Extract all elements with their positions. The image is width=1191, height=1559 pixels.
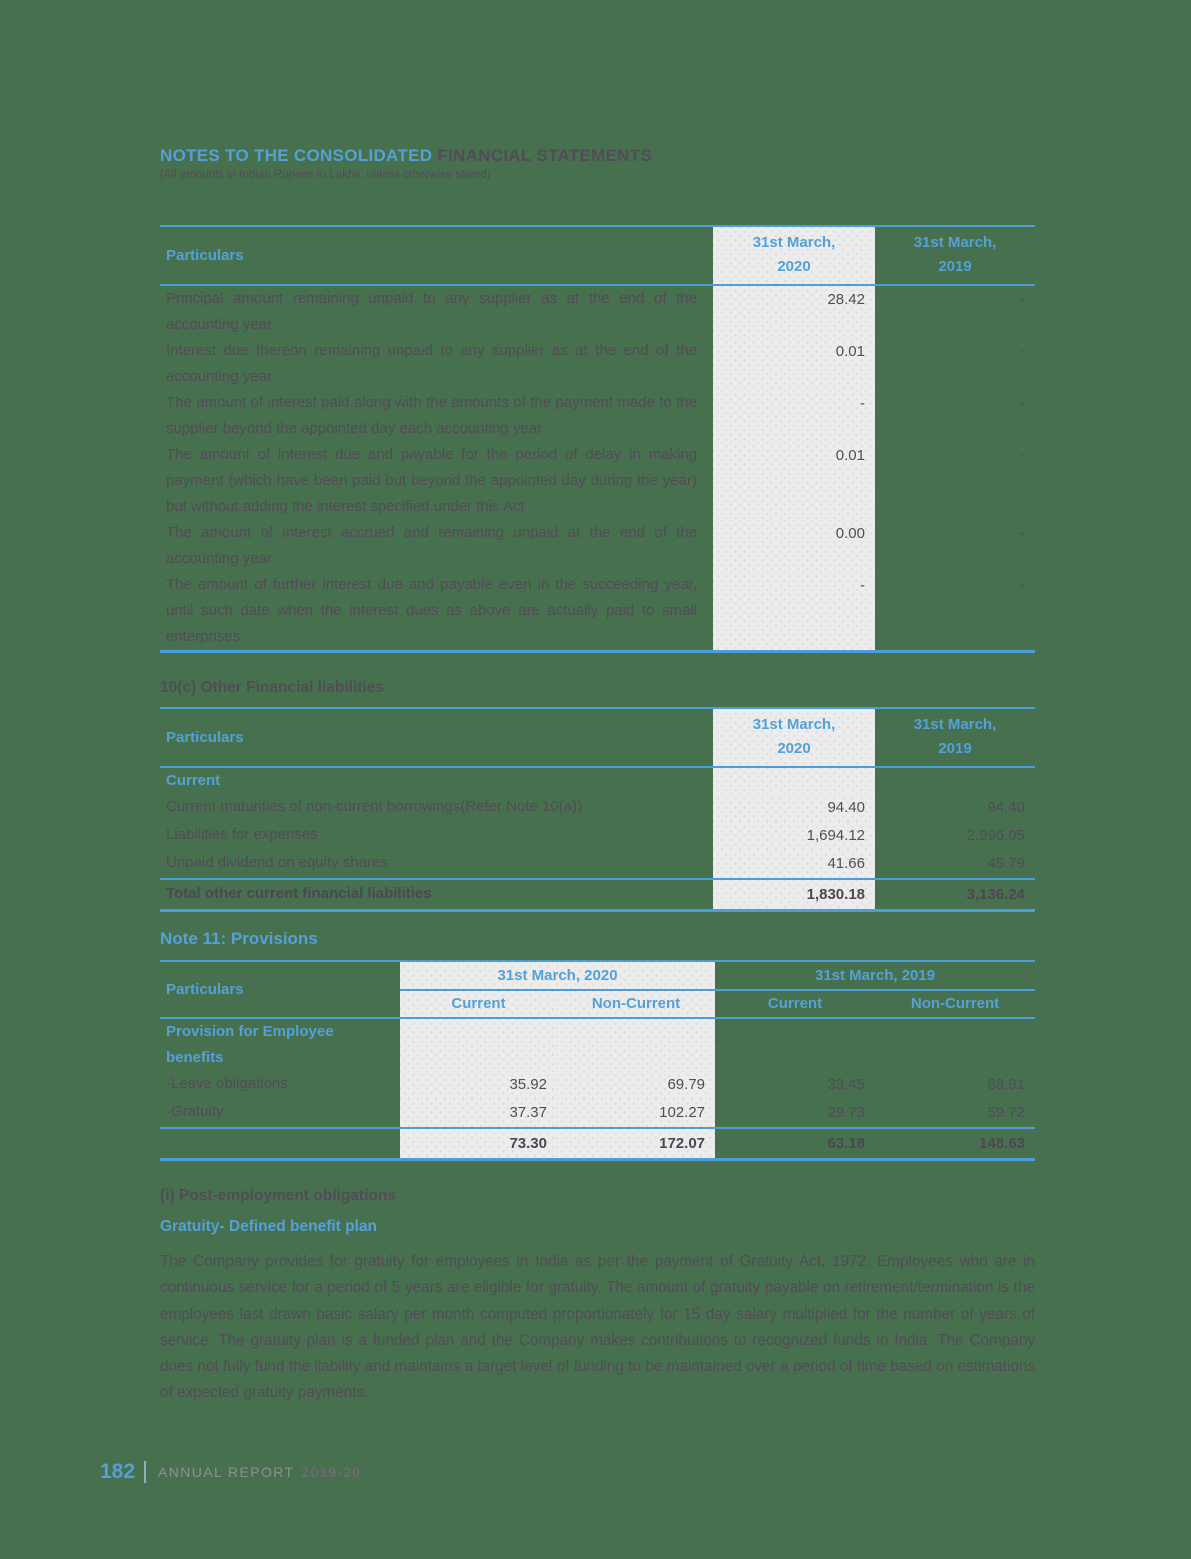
particulars-cell: Current maturities of non-current borrowings(Refer Note 10(a))	[166, 798, 582, 815]
particulars-cell: Current	[166, 772, 221, 789]
value-2019-cell: 2,996.05	[966, 827, 1025, 844]
year-line-1: 31st March,	[913, 716, 997, 733]
col-header-current-2019: Current	[715, 990, 875, 1018]
non-current-2020-cell: 69.79	[557, 1071, 715, 1099]
page-content	[160, 0, 1035, 1407]
page-title-blue-part: NOTES TO THE CONSOLIDATED	[160, 146, 433, 165]
particulars-cell: -Gratuity	[166, 1103, 224, 1120]
total-2020-cell: 1,830.18	[713, 879, 875, 911]
col-header-non-current-2019: Non-Current	[875, 990, 1035, 1018]
year-line-2: 2019	[938, 258, 972, 275]
value-2020-cell: 0.01	[713, 442, 875, 520]
msme-table-row	[160, 572, 1035, 652]
total-2019-cell: 3,136.24	[875, 879, 1035, 911]
page-subtitle: (All amounts in Indian Rupees In Lakhs, unless otherwise stated)	[160, 169, 491, 181]
particulars-cell: -Leave obligations	[166, 1075, 288, 1092]
particulars-cell: The amount of interest due and payable for the period of delay in making payment (which have been paid but beyond the appointed day during the year) but without adding the interest specified under this Act	[166, 446, 697, 515]
col-header-particulars: Particulars	[160, 961, 400, 1018]
year-line-1: 31st March,	[913, 234, 997, 251]
ofl-table-row	[160, 822, 1035, 850]
particulars-cell: The amount of further interest due and payable even in the succeeding year, until such date when the interest dues as above are actually paid to small enterprises	[166, 576, 697, 645]
value-2020-cell: 28.42	[713, 285, 875, 338]
col-header-particulars: Particulars	[160, 708, 713, 767]
value-2019-cell: -	[1020, 343, 1025, 360]
particulars-cell: Liabilities for expenses	[166, 826, 318, 843]
value-2020-cell: -	[713, 572, 875, 652]
current-2020-cell: 37.37	[400, 1099, 557, 1128]
section-10c-heading: 10(c) Other Financial liabilities	[160, 679, 384, 696]
non-current-2019-cell	[875, 1018, 1035, 1071]
ofl-table-row	[160, 767, 1035, 794]
report-label: ANNUAL REPORT	[158, 1464, 295, 1480]
particulars-cell: Provision for Employee benefits	[166, 1023, 334, 1066]
particulars-cell: Interest due thereon remaining unpaid to any supplier as at the end of the accounting year	[166, 342, 697, 385]
ofl-table-row	[160, 794, 1035, 822]
note-11-heading: Note 11: Provisions	[160, 929, 318, 948]
col-header-non-current-2020: Non-Current	[557, 990, 715, 1018]
ofl-table-row	[160, 850, 1035, 879]
page-title-dark-part: FINANCIAL STATEMENTS	[437, 146, 653, 165]
msme-table-row	[160, 338, 1035, 390]
msme-disclosure-table	[160, 225, 1035, 653]
value-2020-cell: 0.01	[713, 338, 875, 390]
year-line-1: 31st March,	[752, 716, 836, 733]
value-2019-cell: -	[1020, 291, 1025, 308]
report-period: 2019-20	[301, 1464, 362, 1480]
msme-table-row	[160, 285, 1035, 338]
year-line-2: 2019	[938, 740, 972, 757]
particulars-cell: Unpaid dividend on equity shares	[166, 854, 388, 871]
value-2019-cell: 45.79	[987, 855, 1025, 872]
particulars-cell: The amount of interest accrued and remaining unpaid at the end of the accounting year	[166, 524, 697, 567]
value-2019-cell: -	[1020, 395, 1025, 412]
table-header-row	[160, 226, 1035, 285]
col-header-particulars: Particulars	[160, 226, 713, 285]
provisions-table	[160, 960, 1035, 1161]
other-financial-liabilities-table	[160, 707, 1035, 912]
current-2020-cell	[400, 1018, 557, 1071]
total-row	[160, 879, 1035, 911]
table-header-group-row	[160, 961, 1035, 990]
footer-divider	[144, 1461, 146, 1483]
col-header-31st-march-2020	[713, 226, 875, 285]
col-header-31st-march-2019	[875, 708, 1035, 767]
total-non-current-2019-cell: 148.63	[875, 1128, 1035, 1160]
gratuity-paragraph: The Company provides for gratuity for employees in India as per the payment of Gratuity Act, 1972. Employees who are in continuous service for a period of 5 years are eligible for gratuity. The amount of gratuity payable on retirement/termination is the employees last drawn basic salary per month computed proportionately for 15 day salary multiplied for the number of years of service. The gratuity plan is a funded plan and the Company makes contributions to recognized funds in India. The Company does not fully fund the liability and maintains a target level of funding to be maintained over a period of time based on estimations of expected gratuity payments.	[160, 1253, 1035, 1402]
total-label-cell: Total other current financial liabilities	[160, 879, 713, 911]
total-row	[160, 1128, 1035, 1160]
non-current-2019-cell: 88.91	[987, 1076, 1026, 1093]
value-2020-cell: 1,694.12	[713, 822, 875, 850]
current-2019-cell: 29.73	[827, 1104, 866, 1121]
total-non-current-2020-cell: 172.07	[557, 1128, 715, 1160]
col-group-31st-march-2019: 31st March, 2019	[715, 961, 1035, 990]
msme-table-row	[160, 390, 1035, 442]
gratuity-heading: Gratuity- Defined benefit plan	[160, 1218, 378, 1235]
year-line-2: 2020	[777, 740, 811, 757]
value-2019-cell: -	[1020, 525, 1025, 542]
current-2019-cell	[715, 1018, 875, 1071]
page-title	[160, 146, 1035, 166]
provisions-table-row	[160, 1071, 1035, 1099]
value-2020-cell: 0.00	[713, 520, 875, 572]
table-header-row	[160, 708, 1035, 767]
total-current-2019-cell: 63.18	[715, 1128, 875, 1160]
current-2020-cell: 35.92	[400, 1071, 557, 1099]
value-2020-cell: 41.66	[713, 850, 875, 879]
page-number: 182	[100, 1460, 136, 1483]
year-line-1: 31st March,	[752, 234, 836, 251]
value-2019-cell	[875, 767, 1035, 794]
year-line-2: 2020	[777, 258, 811, 275]
page-footer	[100, 1460, 361, 1484]
value-2020-cell: 94.40	[713, 794, 875, 822]
col-group-31st-march-2020: 31st March, 2020	[400, 961, 715, 990]
value-2019-cell: 94.40	[987, 799, 1025, 816]
value-2020-cell	[713, 767, 875, 794]
particulars-cell: The amount of interest paid along with the amounts of the payment made to the supplier beyond the appointed day each accounting year	[166, 394, 697, 437]
value-2019-cell: -	[1020, 577, 1025, 594]
provisions-table-row	[160, 1099, 1035, 1128]
non-current-2020-cell: 102.27	[557, 1099, 715, 1128]
col-header-31st-march-2020	[713, 708, 875, 767]
total-label-cell	[160, 1128, 400, 1160]
col-header-current-2020: Current	[400, 990, 557, 1018]
particulars-cell: Principal amount remaining unpaid to any supplier as at the end of the accounting year	[166, 290, 697, 333]
msme-table-row	[160, 520, 1035, 572]
non-current-2019-cell: 59.72	[987, 1104, 1026, 1121]
post-employment-heading: (i) Post-employment obligations	[160, 1187, 396, 1204]
col-header-31st-march-2019	[875, 226, 1035, 285]
msme-table-row	[160, 442, 1035, 520]
value-2019-cell: -	[1020, 447, 1025, 464]
current-2019-cell: 33.45	[827, 1076, 866, 1093]
provisions-table-row	[160, 1018, 1035, 1071]
total-current-2020-cell: 73.30	[400, 1128, 557, 1160]
non-current-2020-cell	[557, 1018, 715, 1071]
value-2020-cell: -	[713, 390, 875, 442]
